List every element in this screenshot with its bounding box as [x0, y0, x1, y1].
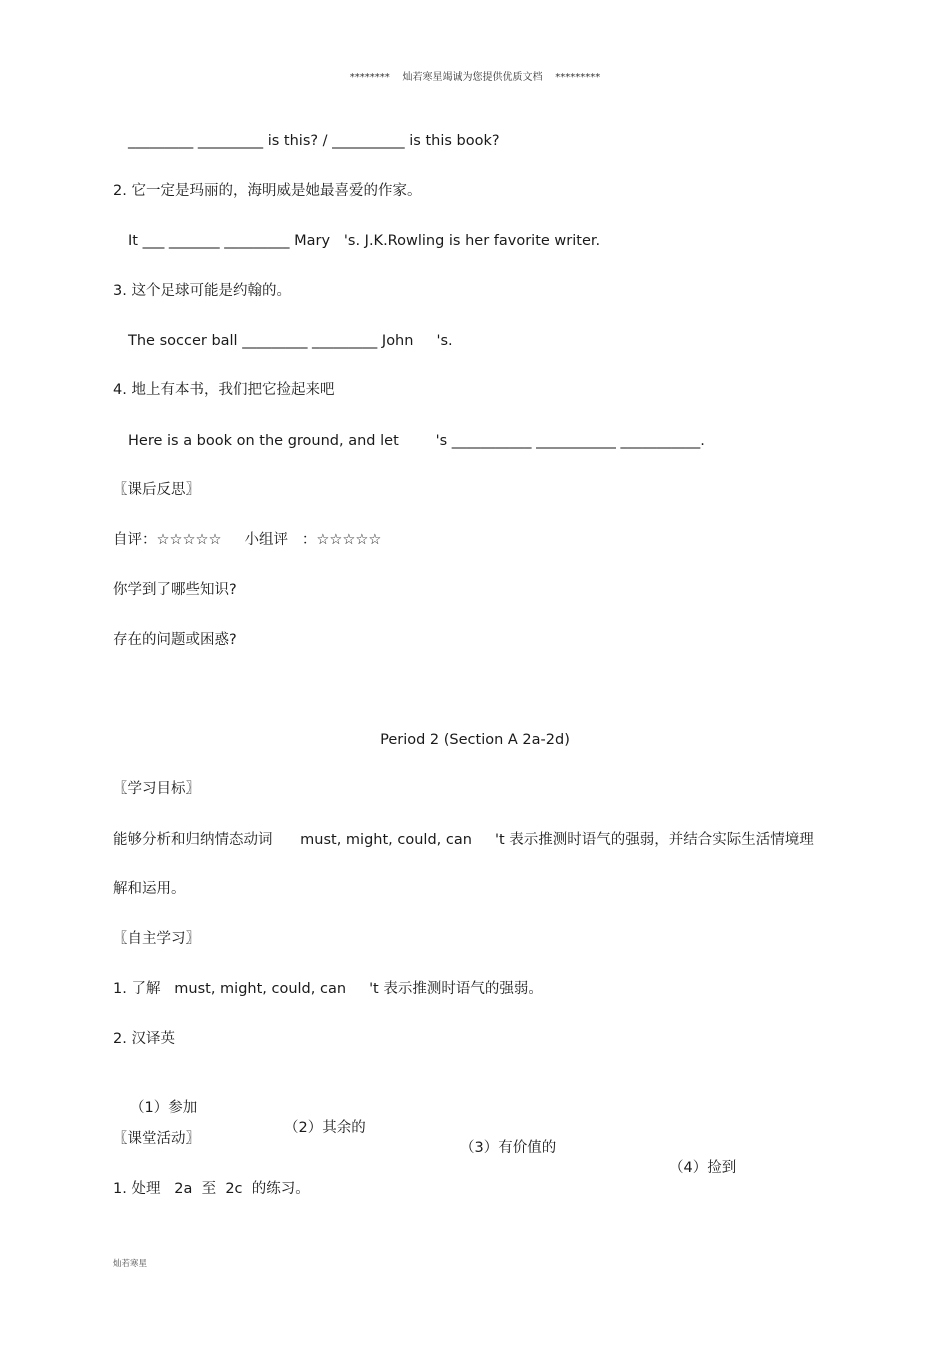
- exercise-line-1: _________ _________ is this? / __________ is this book?: [128, 133, 500, 149]
- question-3: 3. 这个足球可能是约翰的。: [113, 283, 291, 299]
- reflection-question-1: 你学到了哪些知识?: [113, 582, 237, 598]
- question-2: 2. 它一定是玛丽的，海明威是她最喜爱的作家。: [113, 183, 422, 199]
- goals-text-line-1: 能够分析和归纳情态动词 must, might, could, can 't 表示推测时语气的强弱，并结合实际生活情境理: [113, 832, 814, 848]
- section-class-activity-heading: 〖课堂活动〗: [113, 1131, 200, 1147]
- page-header: ******** 灿若寒星竭诚为您提供优质文档 *********: [349, 72, 601, 83]
- goals-text-line-2: 解和运用。: [113, 881, 186, 897]
- self-study-item-1: 1. 了解 must, might, could, can 't 表示推测时语气的强弱。: [113, 981, 543, 997]
- exercise-line-4: Here is a book on the ground, and let 's ___________ ___________ ___________.: [128, 433, 705, 449]
- vocab-item: （4）捡到: [669, 1160, 737, 1176]
- self-study-item-2: 2. 汉译英: [113, 1031, 175, 1047]
- vocab-item: （2）其余的: [284, 1120, 366, 1136]
- exercise-line-2: It ___ _______ _________ Mary 's. J.K.Rowling is her favorite writer.: [128, 233, 601, 249]
- section-reflection-heading: 〖课后反思〗: [113, 482, 200, 498]
- page-footer: 灿若寒星: [113, 1259, 148, 1269]
- exercise-line-3: The soccer ball _________ _________ John 's.: [128, 333, 453, 349]
- vocab-item: （1）参加: [130, 1100, 198, 1116]
- period-title: Period 2 (Section A 2a-2d): [380, 732, 570, 748]
- vocab-item: （3）有价值的: [460, 1140, 557, 1156]
- section-goals-heading: 〖学习目标〗: [113, 781, 200, 797]
- question-4: 4. 地上有本书，我们把它捡起来吧: [113, 382, 335, 398]
- class-activity-item-1: 1. 处理 2a 至 2c 的练习。: [113, 1181, 310, 1197]
- reflection-question-2: 存在的问题或困惑?: [113, 632, 237, 648]
- section-self-study-heading: 〖自主学习〗: [113, 931, 200, 947]
- rating-line: 自评：☆☆☆☆☆ 小组评 ：☆☆☆☆☆: [113, 532, 382, 548]
